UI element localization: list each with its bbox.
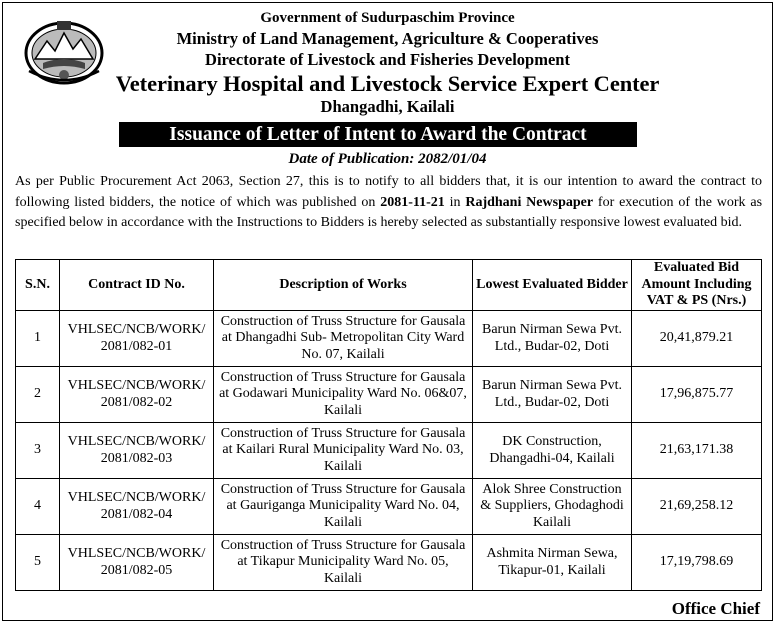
cell-description: Construction of Truss Structure for Gausala at Gauriganga Municipality Ward No. 04, Kailali xyxy=(214,479,473,535)
cell-amount: 21,63,171.38 xyxy=(632,423,762,479)
header-contract-id: Contract ID No. xyxy=(60,260,214,311)
intro-published-date: 2081-11-21 xyxy=(380,194,445,210)
header-bidder: Lowest Evaluated Bidder xyxy=(473,260,632,311)
table-row xyxy=(16,367,762,423)
cell-sn: 1 xyxy=(16,311,60,367)
intro-paragraph xyxy=(15,172,762,234)
table-row xyxy=(16,479,762,535)
cell-amount: 17,19,798.69 xyxy=(632,535,762,591)
intro-text-1: As per Public Procurement Act 2063, Section 27, this is to notify to all bidders that, it is our intention to award the contract to following listed bidders, the notice of which was published on xyxy=(15,174,762,210)
cell-contract-id: VHLSEC/NCB/WORK/ 2081/082-02 xyxy=(60,367,214,423)
cell-contract-id: VHLSEC/NCB/WORK/ 2081/082-01 xyxy=(60,311,214,367)
government-name: Government of Sudurpaschim Province xyxy=(260,10,515,26)
cell-description: Construction of Truss Structure for Gausala at Tikapur Municipality Ward No. 05, Kailali xyxy=(214,535,473,591)
table-header-row xyxy=(16,260,762,311)
office-name: Veterinary Hospital and Livestock Service Expert Center xyxy=(115,71,660,96)
cell-sn: 3 xyxy=(16,423,60,479)
cell-contract-id: VHLSEC/NCB/WORK/ 2081/082-03 xyxy=(60,423,214,479)
cell-contract-id: VHLSEC/NCB/WORK/ 2081/082-04 xyxy=(60,479,214,535)
cell-description: Construction of Truss Structure for Gausala at Godawari Municipality Ward No. 06&07, Kailali xyxy=(214,367,473,423)
cell-bidder: Barun Nirman Sewa Pvt. Ltd., Budar-02, Doti xyxy=(473,367,632,423)
signoff-office-chief: Office Chief xyxy=(671,599,760,618)
cell-sn: 4 xyxy=(16,479,60,535)
intro-text-2: in xyxy=(444,194,466,210)
header-sn: S.N. xyxy=(16,260,60,311)
cell-bidder: DK Construction, Dhangadhi-04, Kailali xyxy=(473,423,632,479)
table-row xyxy=(16,311,762,367)
intro-newspaper: Rajdhani Newspaper xyxy=(465,194,594,210)
cell-amount: 21,69,258.12 xyxy=(632,479,762,535)
cell-bidder: Barun Nirman Sewa Pvt. Ltd., Budar-02, Doti xyxy=(473,311,632,367)
cell-description: Construction of Truss Structure for Gausala at Kailari Rural Municipality Ward No. 03, Kailali xyxy=(214,423,473,479)
cell-sn: 2 xyxy=(16,367,60,423)
cell-amount: 17,96,875.77 xyxy=(632,367,762,423)
table-row xyxy=(16,423,762,479)
office-location: Dhangadhi, Kailali xyxy=(320,97,455,116)
cell-contract-id: VHLSEC/NCB/WORK/ 2081/082-05 xyxy=(60,535,214,591)
publication-date: Date of Publication: 2082/01/04 xyxy=(288,151,487,167)
header-amount: Evaluated Bid Amount Including VAT & PS (Nrs.) xyxy=(632,260,762,311)
cell-sn: 5 xyxy=(16,535,60,591)
award-table xyxy=(15,259,762,591)
table-row xyxy=(16,535,762,591)
cell-description: Construction of Truss Structure for Gausala at Dhangadhi Sub- Metropolitan City Ward No. 07, Kailali xyxy=(214,311,473,367)
notice-title: Issuance of Letter of Intent to Award the Contract xyxy=(119,122,637,147)
cell-amount: 20,41,879.21 xyxy=(632,311,762,367)
header-description: Description of Works xyxy=(214,260,473,311)
cell-bidder: Ashmita Nirman Sewa, Tikapur-01, Kailali xyxy=(473,535,632,591)
notice-page xyxy=(2,2,773,621)
directorate-name: Directorate of Livestock and Fisheries Development xyxy=(205,50,570,69)
intro-text-3: for execution of the work as specified below in accordance with the Instructions to Bidders is hereby selected as substantially responsive lowest evaluated bid. xyxy=(15,194,763,230)
cell-bidder: Alok Shree Construction & Suppliers, Ghodaghodi Kailali xyxy=(473,479,632,535)
ministry-name: Ministry of Land Management, Agriculture & Cooperatives xyxy=(176,29,599,48)
